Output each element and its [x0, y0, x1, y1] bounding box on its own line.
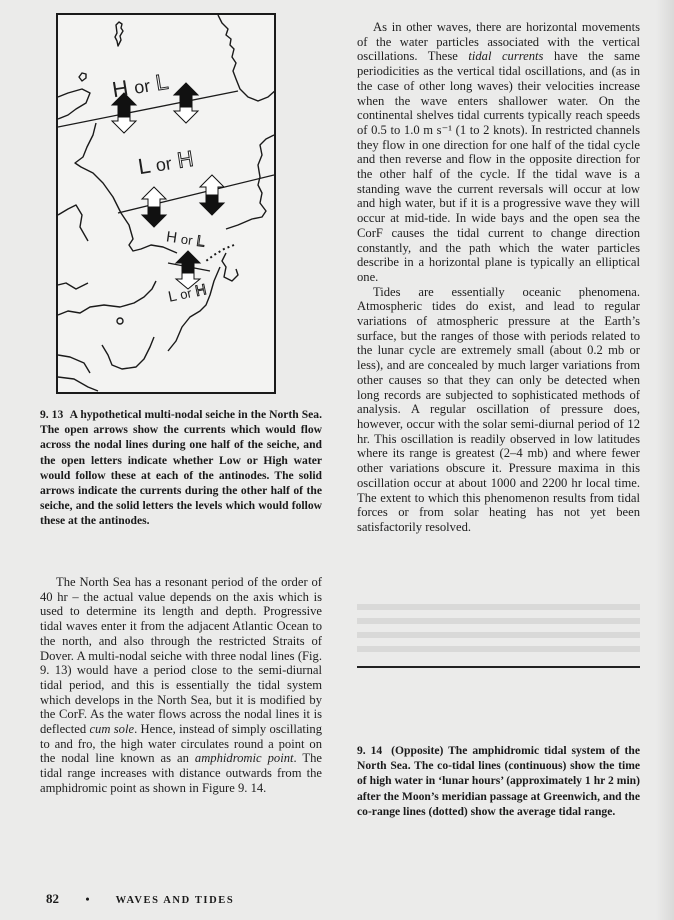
- double-arrow-open-up-1: [142, 187, 166, 227]
- italic-term: cum sole: [89, 722, 135, 737]
- text-run: The North Sea has a resonant period of the order of 40 hr – the actual value depends on the axis which is used to determine its length and depth. Progressive tidal waves enter it from the adjacent Atlantic Ocean to the north, and also through the restricted Straits of Dover. A multi-nodal seiche with three nodal lines (Fig. 9. 13) would have a period close to the semi-diurnal tidal period, and this is essentially the tidal system which develops in the North Sea, but it is modified by the CorF. As the water flows across the nodal lines it is deflected: [40, 575, 322, 737]
- text-run: As in other waves, there are horizontal movements of the water particles associated with the vertical oscillations. These: [357, 20, 640, 64]
- page-gutter-shadow: [656, 0, 674, 920]
- shetland-outline: [115, 22, 123, 46]
- open-letter: H: [193, 281, 208, 301]
- right-column-text: [357, 20, 640, 535]
- running-head: WAVES AND TIDES: [115, 895, 235, 906]
- text-run: . The tidal range increases with distance outwards from the amphidromic point as shown in Figure 9. 14.: [40, 751, 322, 795]
- italic-term: tidal currents: [468, 49, 544, 64]
- or-word: or: [154, 153, 174, 176]
- text-run: . Hence, instead of simply oscillating to and fro, the high water circulates round a point on the nodal line known as an: [40, 722, 323, 766]
- south-coast: [102, 337, 154, 369]
- open-letter: L: [195, 232, 207, 251]
- channel-coast-lower: [58, 377, 98, 391]
- caption-text: (Opposite) The amphidromic tidal system of the North Sea. The co-tidal lines (continuous) show the time of high water in ‘lunar hours’ (approximately 1 hr 2 min) after the Moon’s meridian passage at Greenwich, and the co-range lines (dotted) show the average tidal range.: [357, 744, 640, 818]
- scotland-north-coast: [58, 89, 90, 119]
- figure-9-13-map: [56, 13, 276, 394]
- britain-east-coast: [75, 123, 177, 253]
- inland-coast-2: [58, 283, 88, 289]
- jutland-coast: [226, 135, 274, 229]
- text-run: have the same periodicities as the vertical tidal oscillations, and (as in the case of other long waves) their velocities increase when the wave enters shallower water. On the continental shelves tidal currents typically reach speeds of 0.5 to 1.0 m s⁻¹ (1 to 2 knots). In restricted channels they flow in one direction for one half of the tidal cycle and then reverse and flow in the opposite direction for the other half of the cycle. If the tidal wave is a standing wave the current reversals will occur at low and high water, but if it is a progressive wave they will occur at mid-tide. In wide bays and the open sea the CorF causes the tidal current to change direction constantly, and the path which the water particles describe in a horizontal plane is typically an elliptical one.: [357, 49, 641, 284]
- page-number: 82: [46, 891, 59, 906]
- solid-letter: L: [166, 287, 178, 306]
- figure-number: 9. 14: [357, 744, 383, 757]
- solid-letter: L: [136, 152, 152, 180]
- text-run: Tides are essentially oceanic phenomena. Atmospheric tides do exist, and lead to regular variations of atmospheric pressure at the Earth’s surface, but the ranges of those with periods related to the lunar cycle are extremely small (about 0.2 mb or less), and are concealed by much larger variations from other causes so that they can only be detected when long records are subjected to sophisticated methods of analysis. A regular oscillation of pressure does, however, occur with the solar semi-diurnal period of 12 hr. This oscillation is readily observed in low latitudes where its range is greatest (2–4 mb) and where fewer other variations obscure it. Pressure maxima in this oscillation occur at about 1000 and 2200 hr local time. The extent to which this phenomenon results from tidal forces or from solar heating has not yet been satisfactorily resolved.: [357, 284, 640, 534]
- or-word: or: [178, 285, 193, 303]
- italic-term: amphidromic point: [194, 751, 294, 766]
- show-through-text: [357, 604, 640, 659]
- double-arrow-open-up-2: [200, 175, 224, 215]
- island-outline: [79, 73, 86, 81]
- norway-coast: [218, 15, 274, 101]
- zuiderzee-outline: [222, 253, 238, 281]
- paragraph: [357, 20, 640, 285]
- island-circle: [117, 318, 123, 324]
- dotted-coast: [206, 245, 234, 261]
- nodal-line-2: [118, 175, 274, 213]
- page-footer: [46, 891, 234, 907]
- figure-9-14-caption: [357, 743, 640, 819]
- left-column-text: [40, 575, 322, 796]
- paragraph: [40, 575, 322, 796]
- figure-9-13-caption: [40, 407, 322, 529]
- thames-estuary-coast: [58, 281, 156, 315]
- solid-letter: H: [165, 228, 179, 247]
- open-letter: L: [153, 68, 170, 96]
- figure-number: 9. 13: [40, 408, 64, 421]
- horizontal-rule: [357, 666, 640, 668]
- or-word: or: [180, 231, 194, 248]
- caption-text: A hypothetical multi-nodal seiche in the North Sea. The open arrows show the currents which would flow across the nodal lines during one half of the seiche, and the open letters indicate whether Low or High water would follow these at each of the antinodes. The solid arrows indicate the currents during the other half of the seiche, and the solid letters the levels which would follow these at the antinodes.: [40, 408, 322, 528]
- separator-dot: •: [85, 894, 92, 906]
- channel-coast: [58, 355, 90, 373]
- arrow-pairs: [112, 83, 224, 289]
- or-word: or: [132, 75, 152, 98]
- open-letter: H: [175, 145, 196, 173]
- solid-letter: H: [110, 75, 130, 103]
- paragraph: [357, 285, 640, 535]
- inland-coast-1: [58, 205, 88, 241]
